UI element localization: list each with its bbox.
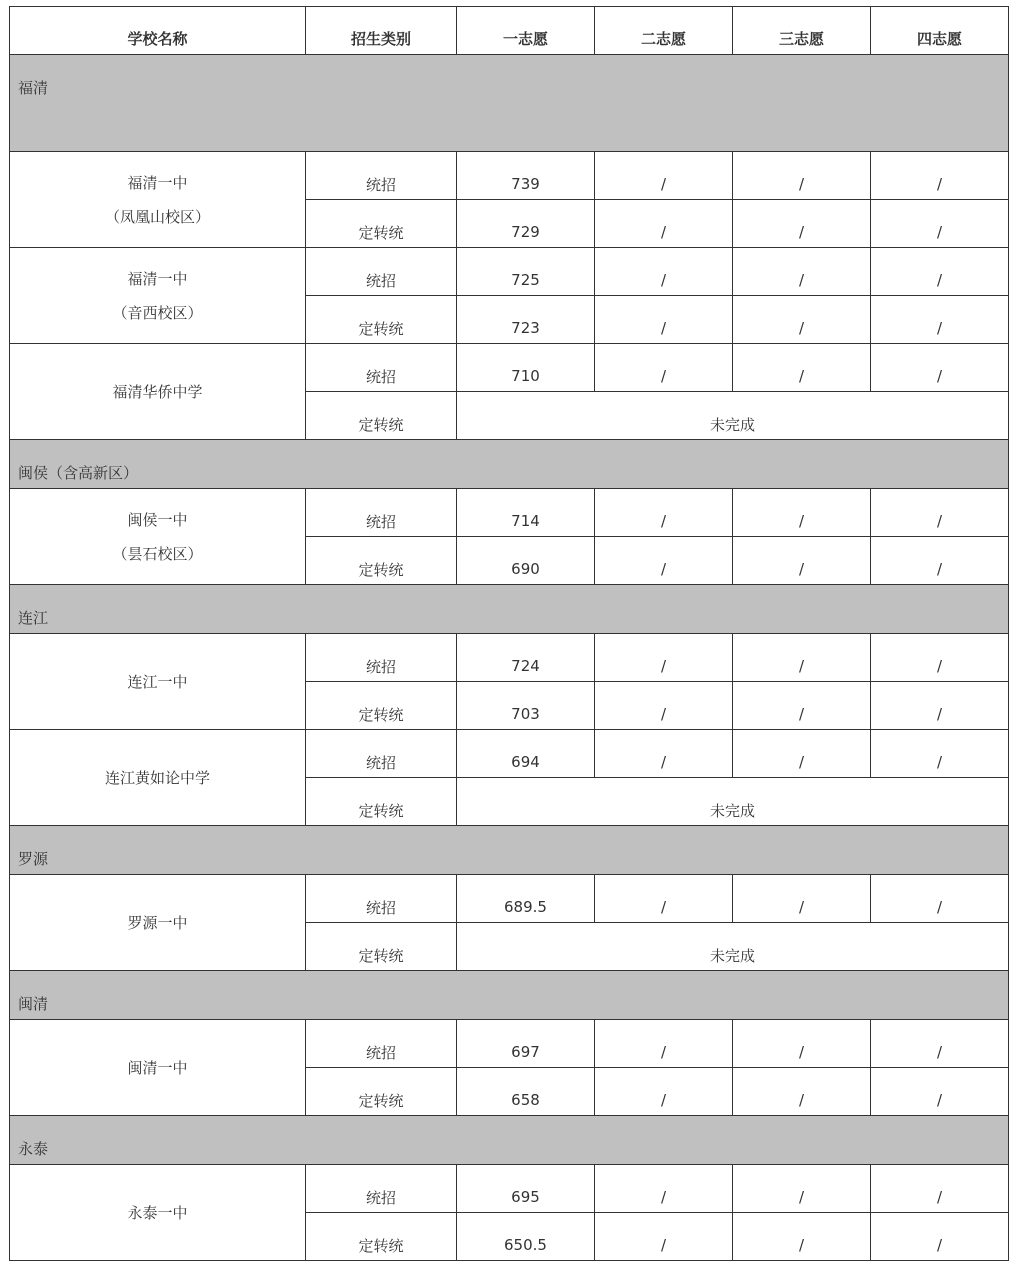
table-row [10, 730, 1009, 778]
score-cell-choice-4: / [871, 537, 1009, 585]
score-cell-choice-2: / [595, 248, 733, 296]
score-cell-choice-2: / [595, 1213, 733, 1261]
score-cell-choice-4: / [871, 1213, 1009, 1261]
enroll-type-cell: 统招 [306, 152, 457, 200]
enroll-type-cell: 统招 [306, 1020, 457, 1068]
score-cell-choice-3: / [733, 1068, 871, 1116]
score-cell-choice-1: 710 [457, 344, 595, 392]
region-row [10, 55, 1009, 152]
table-row [10, 875, 1009, 923]
score-cell-choice-4: / [871, 489, 1009, 537]
school-name-line: 福清华侨中学 [112, 382, 203, 401]
score-cell-choice-1: 697 [457, 1020, 595, 1068]
enroll-type-cell: 统招 [306, 489, 457, 537]
score-cell-choice-3: / [733, 1020, 871, 1068]
school-name [10, 489, 306, 585]
header-school-name: 学校名称 [10, 7, 306, 55]
school-name-line: （凤凰山校区） [104, 207, 210, 226]
score-cell-choice-4: / [871, 344, 1009, 392]
header-choice-3: 三志愿 [733, 7, 871, 55]
score-cell-choice-2: / [595, 296, 733, 344]
status-merged-cell: 未完成 [457, 923, 1009, 971]
enroll-type-cell: 定转统 [306, 200, 457, 248]
school-name [10, 730, 306, 826]
score-cell-choice-2: / [595, 1020, 733, 1068]
table-row [10, 344, 1009, 392]
score-cell-choice-1: 689.5 [457, 875, 595, 923]
school-name-line: 连江一中 [127, 672, 188, 691]
score-cell-choice-3: / [733, 344, 871, 392]
status-merged-cell: 未完成 [457, 778, 1009, 826]
enroll-type-cell: 定转统 [306, 778, 457, 826]
score-cell-choice-1: 658 [457, 1068, 595, 1116]
region-row [10, 1116, 1009, 1165]
region-label: 闽清 [10, 971, 1009, 1020]
score-cell-choice-3: / [733, 152, 871, 200]
school-name-line: （昙石校区） [112, 544, 203, 563]
score-cell-choice-4: / [871, 200, 1009, 248]
table-row [10, 489, 1009, 537]
score-cell-choice-4: / [871, 730, 1009, 778]
region-label: 闽侯（含高新区） [10, 440, 1009, 489]
score-cell-choice-4: / [871, 634, 1009, 682]
score-cell-choice-2: / [595, 1068, 733, 1116]
region-label: 连江 [10, 585, 1009, 634]
score-cell-choice-1: 739 [457, 152, 595, 200]
score-cell-choice-3: / [733, 248, 871, 296]
enroll-type-cell: 统招 [306, 344, 457, 392]
score-cell-choice-2: / [595, 344, 733, 392]
score-cell-choice-1: 723 [457, 296, 595, 344]
score-cell-choice-2: / [595, 634, 733, 682]
school-name [10, 152, 306, 248]
enroll-type-cell: 统招 [306, 634, 457, 682]
header-choice-2: 二志愿 [595, 7, 733, 55]
score-cell-choice-1: 695 [457, 1165, 595, 1213]
enroll-type-cell: 定转统 [306, 392, 457, 440]
school-name-line: 福清一中 [127, 173, 188, 192]
region-label: 福清 [10, 55, 1009, 152]
score-cell-choice-3: / [733, 682, 871, 730]
score-cell-choice-3: / [733, 489, 871, 537]
enroll-type-cell: 定转统 [306, 682, 457, 730]
score-cell-choice-2: / [595, 682, 733, 730]
enroll-type-cell: 统招 [306, 1165, 457, 1213]
school-name [10, 248, 306, 344]
score-cell-choice-2: / [595, 489, 733, 537]
score-cell-choice-4: / [871, 1068, 1009, 1116]
enroll-type-cell: 定转统 [306, 537, 457, 585]
school-name [10, 344, 306, 440]
score-cell-choice-4: / [871, 1020, 1009, 1068]
enroll-type-cell: 统招 [306, 248, 457, 296]
score-cell-choice-2: / [595, 200, 733, 248]
header-enroll-type: 招生类别 [306, 7, 457, 55]
region-label: 罗源 [10, 826, 1009, 875]
score-cell-choice-4: / [871, 152, 1009, 200]
score-cell-choice-1: 690 [457, 537, 595, 585]
table-row [10, 152, 1009, 200]
score-cell-choice-3: / [733, 1213, 871, 1261]
score-cell-choice-2: / [595, 1165, 733, 1213]
school-name-line: 连江黄如论中学 [104, 768, 210, 787]
score-cell-choice-2: / [595, 875, 733, 923]
score-cell-choice-2: / [595, 152, 733, 200]
score-cell-choice-1: 703 [457, 682, 595, 730]
enroll-type-cell: 定转统 [306, 923, 457, 971]
enroll-type-cell: 定转统 [306, 1213, 457, 1261]
enroll-type-cell: 定转统 [306, 1068, 457, 1116]
school-name [10, 875, 306, 971]
region-row [10, 971, 1009, 1020]
school-name [10, 634, 306, 730]
score-cell-choice-1: 650.5 [457, 1213, 595, 1261]
score-cell-choice-3: / [733, 537, 871, 585]
score-cell-choice-4: / [871, 682, 1009, 730]
table-row [10, 248, 1009, 296]
header-choice-1: 一志愿 [457, 7, 595, 55]
score-cell-choice-1: 714 [457, 489, 595, 537]
score-cell-choice-3: / [733, 1165, 871, 1213]
score-cell-choice-3: / [733, 875, 871, 923]
table-row [10, 1020, 1009, 1068]
score-cell-choice-1: 724 [457, 634, 595, 682]
school-name-line: 闽侯一中 [127, 510, 188, 529]
school-name [10, 1165, 306, 1261]
enroll-type-cell: 统招 [306, 730, 457, 778]
school-name-line: （音西校区） [112, 303, 203, 322]
enroll-type-cell: 定转统 [306, 296, 457, 344]
score-table [9, 6, 1009, 1261]
score-cell-choice-1: 729 [457, 200, 595, 248]
school-name-line: 福清一中 [127, 269, 188, 288]
enroll-type-cell: 统招 [306, 875, 457, 923]
header-row [10, 7, 1009, 55]
table-row [10, 1165, 1009, 1213]
school-name [10, 1020, 306, 1116]
header-choice-4: 四志愿 [871, 7, 1009, 55]
score-cell-choice-3: / [733, 730, 871, 778]
score-cell-choice-3: / [733, 296, 871, 344]
score-cell-choice-2: / [595, 537, 733, 585]
region-row [10, 826, 1009, 875]
score-cell-choice-4: / [871, 875, 1009, 923]
score-cell-choice-1: 725 [457, 248, 595, 296]
region-row [10, 585, 1009, 634]
score-cell-choice-3: / [733, 200, 871, 248]
score-cell-choice-4: / [871, 248, 1009, 296]
table-row [10, 634, 1009, 682]
score-cell-choice-3: / [733, 634, 871, 682]
school-name-line: 闽清一中 [127, 1058, 188, 1077]
school-name-line: 罗源一中 [127, 913, 188, 932]
status-merged-cell: 未完成 [457, 392, 1009, 440]
region-label: 永泰 [10, 1116, 1009, 1165]
score-cell-choice-2: / [595, 730, 733, 778]
score-cell-choice-4: / [871, 1165, 1009, 1213]
score-cell-choice-1: 694 [457, 730, 595, 778]
region-row [10, 440, 1009, 489]
table-wrapper [9, 6, 1009, 1261]
score-cell-choice-4: / [871, 296, 1009, 344]
school-name-line: 永泰一中 [127, 1203, 188, 1222]
